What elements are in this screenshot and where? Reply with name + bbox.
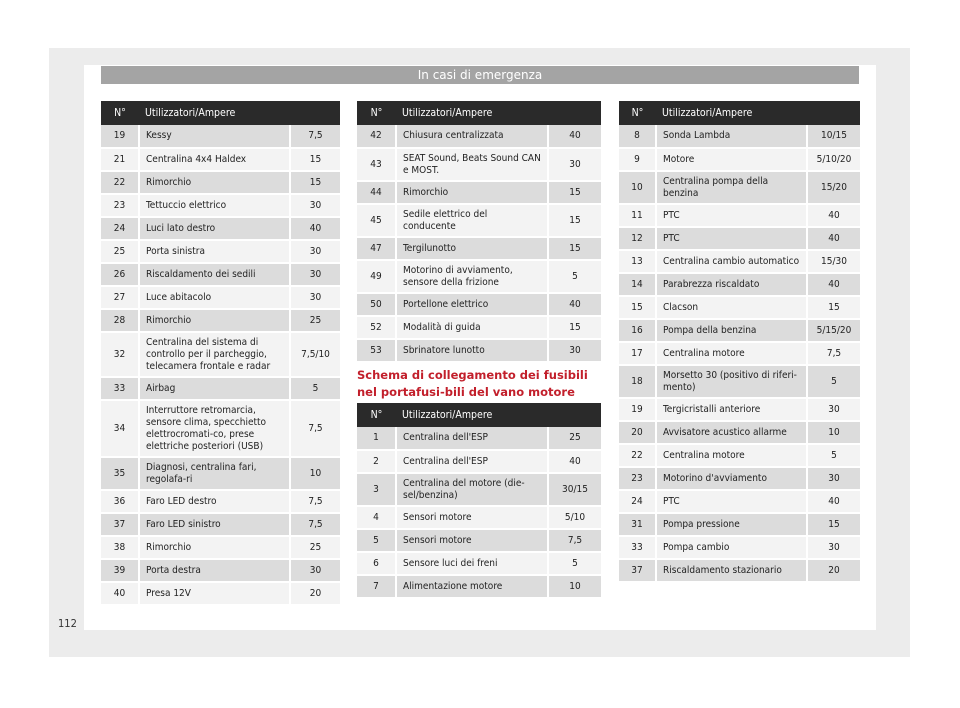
fuse-ampere-cell: 40 <box>290 217 340 240</box>
table-row <box>101 217 340 240</box>
table-row <box>357 125 601 148</box>
fuse-user-cell: SEAT Sound, Beats Sound CAN e MOST. <box>396 148 548 181</box>
table-row <box>357 181 601 204</box>
table-row <box>101 559 340 582</box>
fuse-user-cell: Pompa cambio <box>656 536 807 559</box>
fuse-user-cell: Tettuccio elettrico <box>139 194 290 217</box>
fuse-number-cell: 8 <box>619 125 656 148</box>
fuse-ampere-cell: 30 <box>290 194 340 217</box>
fuse-number-cell: 38 <box>101 536 139 559</box>
fuse-ampere-cell: 15/20 <box>807 171 860 204</box>
fuse-user-cell: Alimentazione motore <box>396 575 548 598</box>
fuse-number-cell: 3 <box>357 473 396 506</box>
fuse-ampere-cell: 15 <box>548 204 601 237</box>
fuse-user-cell: Modalità di guida <box>396 316 548 339</box>
fuse-ampere-cell: 15 <box>807 513 860 536</box>
fuse-number-cell: 36 <box>101 490 139 513</box>
fuse-number-cell: 19 <box>619 398 656 421</box>
fuse-user-cell: Airbag <box>139 377 290 400</box>
fuse-number-cell: 33 <box>101 377 139 400</box>
fuse-user-cell: Diagnosi, centralina fari, regolafa-ri <box>139 457 290 490</box>
fuse-number-cell: 10 <box>619 171 656 204</box>
fuse-number-cell: 12 <box>619 227 656 250</box>
table-row <box>101 125 340 148</box>
table-row <box>101 194 340 217</box>
fuse-ampere-cell: 25 <box>290 536 340 559</box>
fuse-ampere-cell: 30 <box>290 240 340 263</box>
fuse-number-cell: 16 <box>619 319 656 342</box>
fuse-ampere-cell: 30 <box>807 398 860 421</box>
fuse-ampere-cell: 30 <box>290 286 340 309</box>
table-row <box>357 552 601 575</box>
fuse-ampere-cell: 7,5 <box>290 490 340 513</box>
table-row <box>357 339 601 362</box>
table-row <box>101 240 340 263</box>
fuse-ampere-cell: 7,5/10 <box>290 332 340 377</box>
fuse-ampere-cell: 10 <box>548 575 601 598</box>
fuse-ampere-cell: 40 <box>548 293 601 316</box>
fuse-number-cell: 23 <box>101 194 139 217</box>
fuse-number-cell: 21 <box>101 148 139 171</box>
fuse-number-cell: 52 <box>357 316 396 339</box>
table-row <box>357 427 601 450</box>
fuse-user-cell: Centralina pompa della benzina <box>656 171 807 204</box>
table-row <box>619 536 860 559</box>
fuse-number-cell: 5 <box>357 529 396 552</box>
fuse-table-engine-1 <box>357 403 601 599</box>
fuse-number-cell: 28 <box>101 309 139 332</box>
fuse-ampere-cell: 30 <box>290 559 340 582</box>
fuse-ampere-cell: 30 <box>290 263 340 286</box>
fuse-user-cell: Rimorchio <box>396 181 548 204</box>
fuse-user-cell: Motorino d'avviamento <box>656 467 807 490</box>
table-row <box>619 250 860 273</box>
table-row <box>619 559 860 582</box>
fuse-number-cell: 26 <box>101 263 139 286</box>
fuse-user-cell: Luce abitacolo <box>139 286 290 309</box>
fuse-number-cell: 50 <box>357 293 396 316</box>
fuse-user-cell: Centralina del motore (die-sel/benzina) <box>396 473 548 506</box>
fuse-user-cell: Pompa pressione <box>656 513 807 536</box>
fuse-user-cell: Faro LED destro <box>139 490 290 513</box>
fuse-number-cell: 49 <box>357 260 396 293</box>
fuse-ampere-cell: 5 <box>807 365 860 398</box>
table-row <box>619 273 860 296</box>
table-row <box>619 125 860 148</box>
fuse-number-cell: 11 <box>619 204 656 227</box>
fuse-number-cell: 39 <box>101 559 139 582</box>
fuse-user-cell: PTC <box>656 490 807 513</box>
fuse-number-cell: 19 <box>101 125 139 148</box>
column-header-number: N° <box>357 101 396 125</box>
fuse-ampere-cell: 30 <box>548 148 601 181</box>
table-row <box>101 286 340 309</box>
fuse-ampere-cell: 15 <box>548 316 601 339</box>
fuse-number-cell: 24 <box>619 490 656 513</box>
column-header-user: Utilizzatori/Ampere <box>396 101 601 125</box>
section-title-engine-fusebox: Schema di collegamento dei fusibili nel portafusi-bili del vano motore <box>357 368 588 399</box>
fuse-user-cell: PTC <box>656 227 807 250</box>
table-row <box>619 398 860 421</box>
table-header-row <box>357 101 601 125</box>
table-row <box>619 421 860 444</box>
fuse-ampere-cell: 15 <box>807 296 860 319</box>
table-row <box>101 309 340 332</box>
fuse-ampere-cell: 15 <box>548 237 601 260</box>
table-row <box>101 513 340 536</box>
fuse-number-cell: 42 <box>357 125 396 148</box>
fuse-ampere-cell: 5 <box>548 552 601 575</box>
fuse-ampere-cell: 40 <box>807 490 860 513</box>
fuse-number-cell: 34 <box>101 400 139 457</box>
table-row <box>357 293 601 316</box>
fuse-user-cell: Luci lato destro <box>139 217 290 240</box>
fuse-user-cell: Sensori motore <box>396 529 548 552</box>
column-header-user: Utilizzatori/Ampere <box>139 101 340 125</box>
fuse-number-cell: 22 <box>619 444 656 467</box>
fuse-ampere-cell: 15 <box>290 171 340 194</box>
fuse-number-cell: 4 <box>357 506 396 529</box>
fuse-ampere-cell: 5/15/20 <box>807 319 860 342</box>
fuse-user-cell: Centralina dell'ESP <box>396 450 548 473</box>
fuse-table-passenger-2 <box>357 101 601 363</box>
fuse-user-cell: Tergilunotto <box>396 237 548 260</box>
fuse-user-cell: Motorino di avviamento, sensore della frizione <box>396 260 548 293</box>
table-row <box>101 536 340 559</box>
table-row <box>101 263 340 286</box>
fuse-user-cell: Sonda Lambda <box>656 125 807 148</box>
column-header-user: Utilizzatori/Ampere <box>396 403 601 427</box>
fuse-number-cell: 27 <box>101 286 139 309</box>
fuse-user-cell: Centralina motore <box>656 342 807 365</box>
table-header-row <box>619 101 860 125</box>
fuse-number-cell: 1 <box>357 427 396 450</box>
fuse-number-cell: 13 <box>619 250 656 273</box>
table-row <box>619 513 860 536</box>
table-row <box>619 296 860 319</box>
fuse-ampere-cell: 5 <box>548 260 601 293</box>
fuse-ampere-cell: 25 <box>548 427 601 450</box>
fuse-user-cell: Sbrinatore lunotto <box>396 339 548 362</box>
fuse-ampere-cell: 40 <box>807 273 860 296</box>
table-header-row <box>101 101 340 125</box>
fuse-ampere-cell: 40 <box>548 450 601 473</box>
fuse-number-cell: 31 <box>619 513 656 536</box>
fuse-user-cell: Centralina 4x4 Haldex <box>139 148 290 171</box>
table-row <box>357 237 601 260</box>
table-row <box>357 529 601 552</box>
fuse-ampere-cell: 10 <box>290 457 340 490</box>
fuse-number-cell: 32 <box>101 332 139 377</box>
fuse-ampere-cell: 40 <box>807 227 860 250</box>
fuse-user-cell: Centralina motore <box>656 444 807 467</box>
column-header-number: N° <box>619 101 656 125</box>
table-row <box>101 148 340 171</box>
fuse-number-cell: 45 <box>357 204 396 237</box>
table-row <box>619 148 860 171</box>
fuse-user-cell: Kessy <box>139 125 290 148</box>
fuse-ampere-cell: 10 <box>807 421 860 444</box>
fuse-number-cell: 23 <box>619 467 656 490</box>
fuse-ampere-cell: 30/15 <box>548 473 601 506</box>
fuse-user-cell: Faro LED sinistro <box>139 513 290 536</box>
fuse-ampere-cell: 10/15 <box>807 125 860 148</box>
fuse-user-cell: Morsetto 30 (positivo di riferi-mento) <box>656 365 807 398</box>
fuse-user-cell: Porta destra <box>139 559 290 582</box>
fuse-number-cell: 17 <box>619 342 656 365</box>
table-row <box>101 490 340 513</box>
table-row <box>357 506 601 529</box>
table-row <box>619 444 860 467</box>
table-row <box>101 377 340 400</box>
table-row <box>357 260 601 293</box>
fuse-user-cell: Presa 12V <box>139 582 290 605</box>
fuse-number-cell: 20 <box>619 421 656 444</box>
table-row <box>619 204 860 227</box>
fuse-user-cell: Rimorchio <box>139 171 290 194</box>
table-row <box>101 457 340 490</box>
table-row <box>357 473 601 506</box>
fuse-user-cell: Interruttore retromarcia, sensore clima, specchietto elettrocromati-co, prese elettriche posteriori (USB) <box>139 400 290 457</box>
fuse-user-cell: Clacson <box>656 296 807 319</box>
fuse-number-cell: 2 <box>357 450 396 473</box>
fuse-number-cell: 43 <box>357 148 396 181</box>
fuse-user-cell: Centralina dell'ESP <box>396 427 548 450</box>
fuse-number-cell: 24 <box>101 217 139 240</box>
fuse-ampere-cell: 7,5 <box>807 342 860 365</box>
fuse-user-cell: PTC <box>656 204 807 227</box>
fuse-user-cell: Riscaldamento stazionario <box>656 559 807 582</box>
fuse-number-cell: 14 <box>619 273 656 296</box>
fuse-number-cell: 6 <box>357 552 396 575</box>
fuse-user-cell: Portellone elettrico <box>396 293 548 316</box>
table-row <box>619 342 860 365</box>
table-row <box>101 171 340 194</box>
table-row <box>619 171 860 204</box>
column-header-user: Utilizzatori/Ampere <box>656 101 860 125</box>
fuse-number-cell: 35 <box>101 457 139 490</box>
table-row <box>619 490 860 513</box>
fuse-user-cell: Pompa della benzina <box>656 319 807 342</box>
fuse-user-cell: Riscaldamento dei sedili <box>139 263 290 286</box>
column-header-number: N° <box>357 403 396 427</box>
fuse-number-cell: 15 <box>619 296 656 319</box>
fuse-number-cell: 25 <box>101 240 139 263</box>
column-header-number: N° <box>101 101 139 125</box>
page-number: 112 <box>58 617 77 630</box>
fuse-number-cell: 18 <box>619 365 656 398</box>
fuse-user-cell: Avvisatore acustico allarme <box>656 421 807 444</box>
fuse-user-cell: Centralina cambio automatico <box>656 250 807 273</box>
fuse-ampere-cell: 30 <box>807 536 860 559</box>
fuse-number-cell: 22 <box>101 171 139 194</box>
table-row <box>101 400 340 457</box>
fuse-user-cell: Rimorchio <box>139 536 290 559</box>
table-row <box>357 148 601 181</box>
fuse-ampere-cell: 7,5 <box>290 125 340 148</box>
fuse-ampere-cell: 20 <box>807 559 860 582</box>
table-row <box>619 319 860 342</box>
fuse-ampere-cell: 40 <box>548 125 601 148</box>
fuse-ampere-cell: 7,5 <box>290 400 340 457</box>
fuse-table-engine-2 <box>619 101 860 583</box>
fuse-number-cell: 37 <box>101 513 139 536</box>
fuse-ampere-cell: 7,5 <box>290 513 340 536</box>
table-header-row <box>357 403 601 427</box>
fuse-table-passenger-1 <box>101 101 340 606</box>
table-row <box>619 467 860 490</box>
table-row <box>101 332 340 377</box>
table-row <box>357 316 601 339</box>
fuse-user-cell: Sensore luci dei freni <box>396 552 548 575</box>
fuse-user-cell: Porta sinistra <box>139 240 290 263</box>
fuse-ampere-cell: 15 <box>548 181 601 204</box>
fuse-ampere-cell: 30 <box>807 467 860 490</box>
table-row <box>619 227 860 250</box>
table-row <box>101 582 340 605</box>
table-row <box>619 365 860 398</box>
fuse-ampere-cell: 7,5 <box>548 529 601 552</box>
fuse-ampere-cell: 20 <box>290 582 340 605</box>
fuse-ampere-cell: 40 <box>807 204 860 227</box>
fuse-ampere-cell: 5/10 <box>548 506 601 529</box>
fuse-ampere-cell: 5 <box>290 377 340 400</box>
fuse-number-cell: 7 <box>357 575 396 598</box>
fuse-user-cell: Sensori motore <box>396 506 548 529</box>
fuse-user-cell: Tergicristalli anteriore <box>656 398 807 421</box>
fuse-user-cell: Chiusura centralizzata <box>396 125 548 148</box>
fuse-number-cell: 33 <box>619 536 656 559</box>
fuse-ampere-cell: 15 <box>290 148 340 171</box>
chapter-header: In casi di emergenza <box>101 66 859 84</box>
table-row <box>357 450 601 473</box>
fuse-ampere-cell: 25 <box>290 309 340 332</box>
fuse-user-cell: Centralina del sistema di controllo per il parcheggio, telecamera frontale e radar <box>139 332 290 377</box>
fuse-ampere-cell: 5/10/20 <box>807 148 860 171</box>
fuse-user-cell: Parabrezza riscaldato <box>656 273 807 296</box>
fuse-ampere-cell: 30 <box>548 339 601 362</box>
fuse-number-cell: 37 <box>619 559 656 582</box>
fuse-number-cell: 53 <box>357 339 396 362</box>
fuse-number-cell: 44 <box>357 181 396 204</box>
table-row <box>357 575 601 598</box>
fuse-user-cell: Sedile elettrico del conducente <box>396 204 548 237</box>
table-row <box>357 204 601 237</box>
fuse-number-cell: 40 <box>101 582 139 605</box>
fuse-ampere-cell: 15/30 <box>807 250 860 273</box>
fuse-number-cell: 9 <box>619 148 656 171</box>
fuse-user-cell: Rimorchio <box>139 309 290 332</box>
fuse-user-cell: Motore <box>656 148 807 171</box>
fuse-ampere-cell: 5 <box>807 444 860 467</box>
fuse-number-cell: 47 <box>357 237 396 260</box>
